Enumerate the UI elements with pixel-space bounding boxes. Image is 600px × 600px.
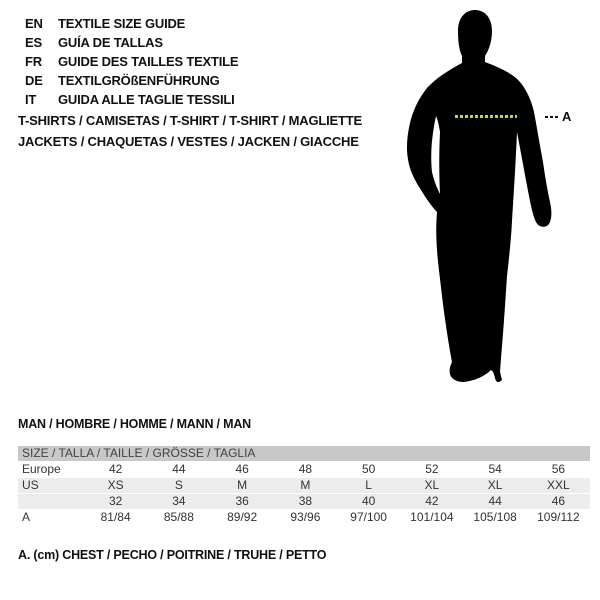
size-cell: 105/108 <box>473 510 517 524</box>
size-cell: 81/84 <box>100 510 131 524</box>
size-cell: 101/104 <box>410 510 454 524</box>
size-cell: 38 <box>298 494 313 508</box>
language-row <box>25 52 238 71</box>
language-code: FR <box>25 54 42 69</box>
size-cell: 52 <box>425 462 439 476</box>
size-cell: 89/92 <box>227 510 258 524</box>
size-cell: 93/96 <box>290 510 321 524</box>
measure-label-a: A <box>562 109 572 124</box>
size-cell: 32 <box>108 494 123 508</box>
size-cell: 56 <box>551 462 566 476</box>
language-row <box>25 90 238 109</box>
size-cell: L <box>365 478 372 492</box>
size-cell: 97/100 <box>350 510 387 524</box>
size-table-body <box>18 461 590 525</box>
size-table-header: SIZE / TALLA / TAILLE / GRÖSSE / TAGLIA <box>18 446 590 461</box>
table-row <box>18 509 590 525</box>
table-row <box>18 477 590 493</box>
language-title: TEXTILE SIZE GUIDE <box>58 16 186 31</box>
language-row <box>25 71 238 90</box>
language-row <box>25 33 238 52</box>
size-table <box>18 446 590 525</box>
size-cell: 44 <box>172 462 186 476</box>
size-cell: 42 <box>425 494 439 508</box>
language-code: EN <box>25 16 43 31</box>
size-cell: 50 <box>361 462 376 476</box>
size-cell: S <box>174 478 183 492</box>
size-cell: 48 <box>298 462 313 476</box>
row-label: US <box>22 478 39 492</box>
product-categories <box>18 110 362 152</box>
category-line-tshirts: T-SHIRTS / CAMISETAS / T-SHIRT / T-SHIRT / MAGLIETTE <box>18 113 362 128</box>
measure-legend: A. (cm) CHEST / PECHO / POITRINE / TRUHE / PETTO <box>18 548 327 562</box>
size-cell: XS <box>107 478 124 492</box>
size-cell: 42 <box>108 462 123 476</box>
measure-pointer-dashes <box>545 116 560 118</box>
size-cell: 44 <box>488 494 502 508</box>
size-cell: 40 <box>361 494 376 508</box>
man-silhouette-svg <box>405 6 557 396</box>
size-cell: XL <box>487 478 503 492</box>
size-cell: 46 <box>551 494 566 508</box>
table-row <box>18 461 590 477</box>
row-label: Europe <box>22 462 61 476</box>
size-cell: XL <box>424 478 440 492</box>
language-title: TEXTILGRÖßENFÜHRUNG <box>58 73 220 88</box>
language-list <box>25 14 238 109</box>
row-label: A <box>22 510 31 524</box>
size-cell: 85/88 <box>163 510 194 524</box>
language-code: IT <box>25 92 37 107</box>
size-cell: XXL <box>547 478 570 492</box>
language-title: GUÍA DE TALLAS <box>58 35 163 50</box>
size-cell: 54 <box>488 462 502 476</box>
size-cell: M <box>300 478 311 492</box>
size-cell: 36 <box>235 494 249 508</box>
chest-measure-line <box>455 115 517 118</box>
category-line-jackets: JACKETS / CHAQUETAS / VESTES / JACKEN / GIACCHE <box>18 134 359 149</box>
table-row <box>18 493 590 509</box>
language-code: DE <box>25 73 43 88</box>
language-title: GUIDA ALLE TAGLIE TESSILI <box>58 92 235 107</box>
size-cell: 109/112 <box>537 510 580 524</box>
man-silhouette <box>405 6 557 396</box>
section-title-man: MAN / HOMBRE / HOMME / MANN / MAN <box>18 417 251 431</box>
language-code: ES <box>25 35 42 50</box>
row-label <box>18 494 84 509</box>
size-cell: 46 <box>235 462 249 476</box>
language-row <box>25 14 238 33</box>
size-cell: 34 <box>172 494 186 508</box>
language-title: GUIDE DES TAILLES TEXTILE <box>58 54 239 69</box>
size-cell: M <box>237 478 248 492</box>
